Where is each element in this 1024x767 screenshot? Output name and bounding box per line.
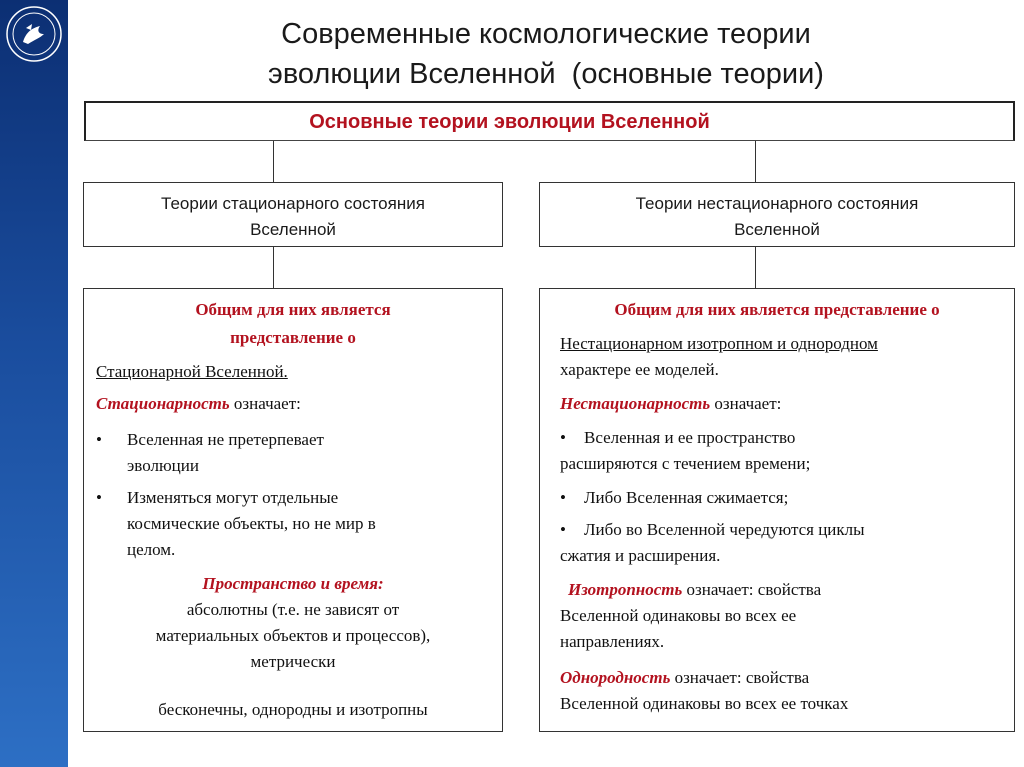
stationary-category-line-2: Вселенной [250, 220, 336, 239]
stationarity-term: Стационарность [96, 394, 230, 413]
nonstationary-category-line-1: Теории нестационарного состояния [635, 194, 919, 213]
right-isotropy-line [568, 577, 821, 603]
connector-left-top [273, 141, 274, 182]
right-bullet-2: Либо Вселенная сжимается; [584, 488, 789, 507]
bullet-marker: • [560, 520, 566, 539]
left-concept: Стационарной Вселенной. [96, 362, 288, 381]
left-common-line-2: представление о [230, 328, 356, 347]
nonstationarity-term: Нестационарность [560, 394, 711, 413]
left-bullet-2-line-1: Изменяться могут отдельные [127, 488, 339, 507]
homogeneity-term: Однородность [560, 668, 671, 687]
connector-right-bottom [755, 247, 756, 288]
bullet-marker: • [96, 430, 102, 449]
right-concept-line-2: характере ее моделей. [560, 360, 719, 379]
slide-title [68, 14, 1024, 94]
right-common-line: Общим для них является представление о [614, 300, 940, 319]
homogeneity-suffix: означает: свойства [670, 668, 810, 687]
isotropy-term: Изотропность [568, 580, 683, 599]
sidebar-band [0, 0, 68, 767]
right-bullet-1-line-2: расширяются с течением времени; [560, 454, 811, 473]
left-bullet-2-line-2: космические объекты, но не мир в [127, 514, 376, 533]
right-nonstationarity-line [560, 391, 781, 417]
connector-left-bottom [273, 247, 274, 288]
space-line-2: материальных объектов и процессов), [155, 626, 431, 645]
stationarity-suffix: означает: [229, 394, 301, 413]
left-common-line-1: Общим для них является [195, 300, 391, 319]
bullet-marker: • [96, 488, 102, 507]
stationary-theories-box [83, 182, 503, 247]
left-bullet-1-line-1: Вселенная не претерпевает [127, 430, 324, 449]
stationary-category-line-1: Теории стационарного состояния [161, 194, 425, 213]
right-isotropy-line-3: направлениях. [560, 632, 665, 651]
space-line-1: абсолютны (т.е. не зависят от [186, 600, 400, 619]
stationary-description-box [83, 288, 503, 732]
right-homogeneity-line [560, 665, 809, 691]
right-homogeneity-line-2: Вселенной одинаковы во всех ее точках [560, 694, 849, 713]
title-line-2: эволюции Вселенной (основные теории) [268, 58, 824, 90]
nonstationarity-suffix: означает: [710, 394, 782, 413]
nonstationary-category-line-2: Вселенной [734, 220, 820, 239]
right-bullet-3-line-2: сжатия и расширения. [560, 546, 721, 565]
left-stationarity-line [96, 391, 301, 417]
main-theories-label: Основные теории эволюции Вселенной [309, 111, 710, 133]
space-time-term: Пространство и время: [202, 574, 384, 593]
title-line-1: Современные космологические теории [281, 18, 811, 50]
right-concept-line-1: Нестационарном изотропном и однородном [560, 334, 878, 353]
right-bullet-1-line-1: Вселенная и ее пространство [584, 428, 796, 447]
space-line-3: метрически [250, 652, 336, 671]
right-isotropy-line-2: Вселенной одинаковы во всех ее [560, 606, 797, 625]
space-line-4: бесконечны, однородны и изотропны [158, 700, 428, 719]
isotropy-suffix: означает: свойства [682, 580, 822, 599]
main-theories-box [84, 101, 1015, 141]
nonstationary-theories-box [539, 182, 1015, 247]
left-bullet-2-line-3: целом. [127, 540, 176, 559]
right-bullet-3-line-1: Либо во Вселенной чередуются циклы [584, 520, 865, 539]
bullet-marker: • [560, 488, 566, 507]
university-emblem-icon [4, 4, 64, 64]
left-bullet-1-line-2: эволюции [127, 456, 199, 475]
connector-right-top [755, 141, 756, 182]
nonstationary-description-box [539, 288, 1015, 732]
bullet-marker: • [560, 428, 566, 447]
